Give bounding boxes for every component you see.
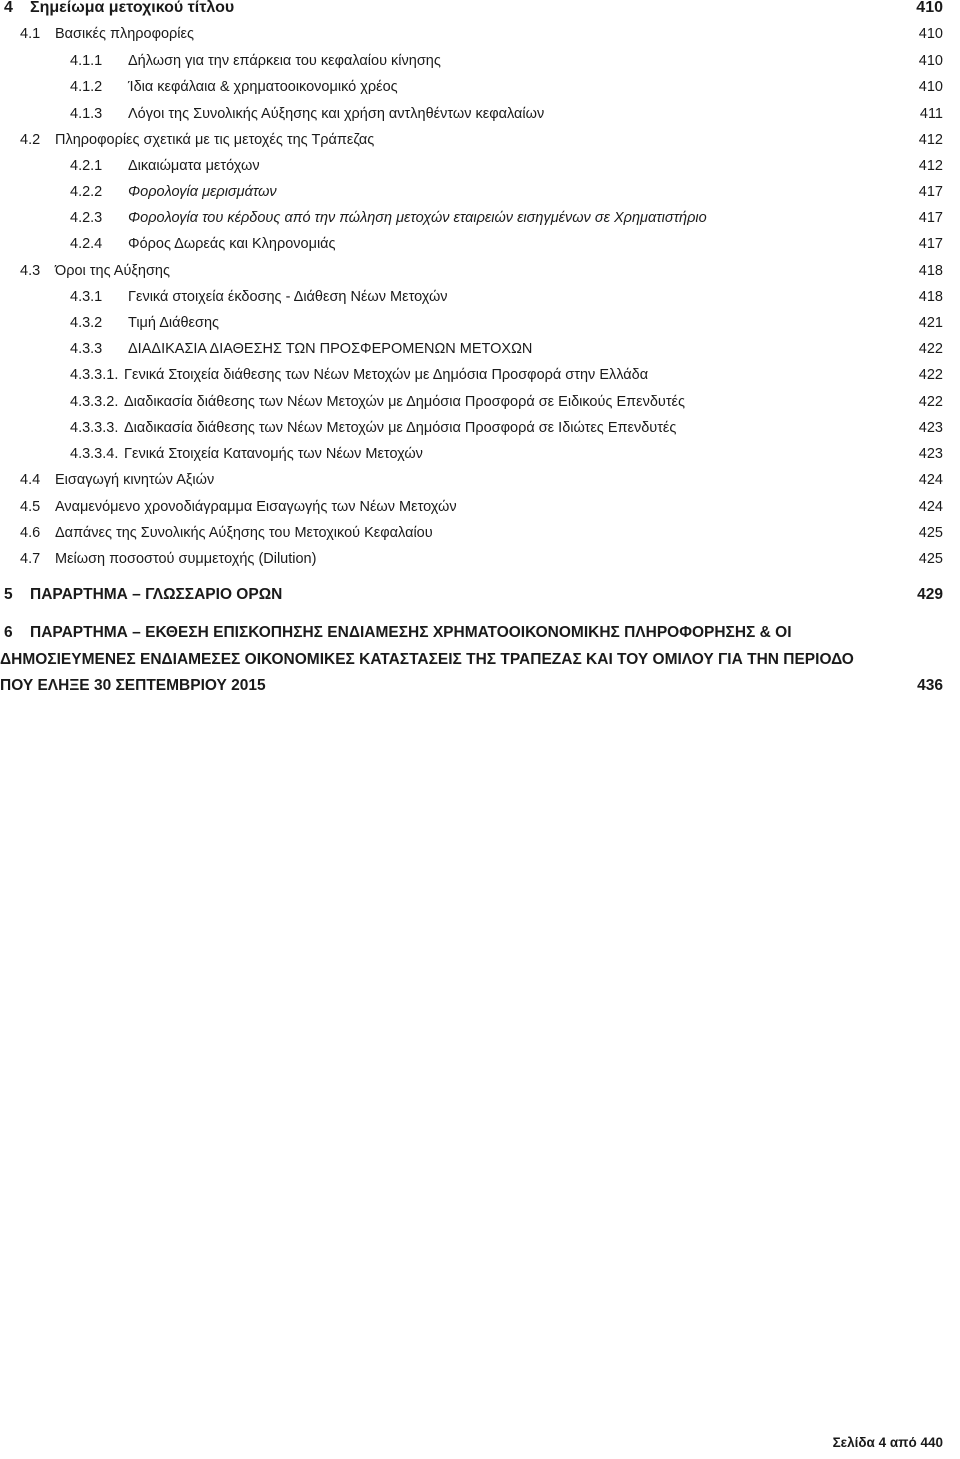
toc-entry-page: 424 bbox=[918, 499, 943, 515]
toc-entry-section-5[interactable] bbox=[0, 584, 960, 606]
toc-entry-page: 429 bbox=[917, 586, 943, 603]
toc-entry[interactable] bbox=[0, 443, 960, 465]
toc-entry[interactable] bbox=[0, 417, 960, 439]
toc-entry-page: 418 bbox=[918, 289, 943, 305]
toc-entry-title: ΠΑΡΑΡΤΗΜΑ – ΓΛΩΣΣΑΡΙΟ ΟΡΩΝ bbox=[30, 586, 283, 603]
toc-entry-title: ΔΙΑΔΙΚΑΣΙΑ ΔΙΑΘΕΣΗΣ ΤΩΝ ΠΡΟΣΦΕΡΟΜΕΝΩΝ ΜΕΤΟΧΩΝ bbox=[128, 341, 533, 357]
toc-entry-title: Εισαγωγή κινητών Αξιών bbox=[55, 472, 215, 488]
toc-entry[interactable] bbox=[0, 496, 960, 518]
toc-entry-page: 422 bbox=[918, 367, 943, 383]
toc-entry-page: 417 bbox=[918, 236, 943, 252]
toc-entry[interactable] bbox=[0, 76, 960, 98]
toc-entry[interactable] bbox=[0, 548, 960, 570]
toc-entry[interactable] bbox=[0, 103, 960, 125]
toc-entry-number: 4.3.3.1. bbox=[70, 367, 119, 383]
toc-entry-page: 418 bbox=[918, 263, 943, 279]
toc-entry-title: Γενικά Στοιχεία Κατανομής των Νέων Μετοχών bbox=[124, 446, 423, 462]
toc-entry-page: 425 bbox=[918, 525, 943, 541]
toc-entry-number: 4.1 bbox=[20, 26, 41, 42]
toc-entry-title: Δικαιώματα μετόχων bbox=[128, 158, 260, 174]
toc-entry-page: 410 bbox=[918, 26, 943, 42]
toc-entry-number: 4.3.3.4. bbox=[70, 446, 119, 462]
toc-entry-page: 423 bbox=[918, 446, 943, 462]
toc-entry-title: Δαπάνες της Συνολικής Αύξησης του Μετοχικού Κεφαλαίου bbox=[55, 525, 433, 541]
toc-entry-title: Φορολογία μερισμάτων bbox=[128, 184, 277, 200]
toc-entry[interactable] bbox=[0, 286, 960, 308]
toc-entry-title-line-2: ΔΗΜΟΣΙΕΥΜΕΝΕΣ ΕΝΔΙΑΜΕΣΕΣ ΟΙΚΟΝΟΜΙΚΕΣ ΚΑΤΑΣΤΑΣΕΙΣ ΤΗΣ ΤΡΑΠΕΖΑΣ ΚΑΙ ΤΟΥ ΟΜΙΛΟΥ ΓΙΑ ΤΗΝ ΠΕΡΙΟΔΟ bbox=[0, 651, 854, 668]
toc-entry-section-6[interactable] bbox=[0, 622, 960, 702]
toc-entry-title: Πληροφορίες σχετικά με τις μετοχές της Τράπεζας bbox=[55, 132, 375, 148]
toc-entry-page: 417 bbox=[918, 210, 943, 226]
toc-entry[interactable] bbox=[0, 391, 960, 413]
toc-entry-title: Δήλωση για την επάρκεια του κεφαλαίου κίνησης bbox=[128, 53, 441, 69]
toc-entry-page: 410 bbox=[918, 79, 943, 95]
toc-entry-number: 4.3.3.2. bbox=[70, 394, 119, 410]
toc-entry-page: 412 bbox=[918, 158, 943, 174]
toc-entry-number: 4.2.3 bbox=[70, 210, 103, 226]
toc-entry[interactable] bbox=[0, 364, 960, 386]
toc-entry-title: Τιμή Διάθεσης bbox=[128, 315, 220, 331]
toc-entry-page: 436 bbox=[917, 677, 943, 694]
page-footer: Σελίδα 4 από 440 bbox=[832, 1435, 943, 1450]
toc-entry[interactable] bbox=[0, 129, 960, 151]
toc-entry-page: 417 bbox=[918, 184, 943, 200]
toc-entry-number: 4.5 bbox=[20, 499, 41, 515]
toc-entry-page: 424 bbox=[918, 472, 943, 488]
toc-entry-page: 425 bbox=[918, 551, 943, 567]
toc-entry-page: 422 bbox=[918, 341, 943, 357]
toc-entry-number: 4.3.2 bbox=[70, 315, 103, 331]
toc-entry-title: Ίδια κεφάλαια & χρηματοοικονομικό χρέος bbox=[128, 79, 398, 95]
toc-entry-number: 4.6 bbox=[20, 525, 41, 541]
toc-entry-page: 421 bbox=[918, 315, 943, 331]
toc-entry-page: 410 bbox=[916, 0, 943, 16]
toc-entry-number: 5 bbox=[4, 586, 13, 603]
toc-entry-title: Φόρος Δωρεάς και Κληρονομιάς bbox=[128, 236, 336, 252]
toc-entry-title: Λόγοι της Συνολικής Αύξησης και χρήση αντληθέντων κεφαλαίων bbox=[128, 106, 545, 122]
toc-entry-number: 4.2.4 bbox=[70, 236, 103, 252]
toc-entry-number: 4.2.1 bbox=[70, 158, 103, 174]
toc-entry[interactable] bbox=[0, 0, 960, 19]
toc-entry-number: 6 bbox=[4, 624, 13, 641]
toc-entry-title: Όροι της Αύξησης bbox=[55, 263, 170, 279]
toc-entry[interactable] bbox=[0, 338, 960, 360]
toc-entry-number: 4.3.3 bbox=[70, 341, 103, 357]
toc-entry-number: 4.3 bbox=[20, 263, 41, 279]
toc-entry[interactable] bbox=[0, 469, 960, 491]
toc-entry-number: 4.1.2 bbox=[70, 79, 103, 95]
toc-entry-number: 4 bbox=[4, 0, 13, 16]
toc-entry-number: 4.7 bbox=[20, 551, 41, 567]
toc-entry-page: 422 bbox=[918, 394, 943, 410]
toc-entry[interactable] bbox=[0, 23, 960, 45]
toc-entry-page: 412 bbox=[918, 132, 943, 148]
toc-entry-title: Γενικά στοιχεία έκδοσης - Διάθεση Νέων Μετοχών bbox=[128, 289, 448, 305]
toc-entry-title: Διαδικασία διάθεσης των Νέων Μετοχών με Δημόσια Προσφορά σε Ιδιώτες Επενδυτές bbox=[124, 420, 677, 436]
toc-entry-page: 411 bbox=[919, 106, 943, 122]
toc-entry-title: Φορολογία του κέρδους από την πώληση μετοχών εταιρειών εισηγμένων σε Χρηματιστήριο bbox=[128, 210, 707, 226]
toc-entry-title-line-1: ΠΑΡΑΡΤΗΜΑ – ΕΚΘΕΣΗ ΕΠΙΣΚΟΠΗΣΗΣ ΕΝΔΙΑΜΕΣΗΣ ΧΡΗΜΑΤΟΟΙΚΟΝΟΜΙΚΗΣ ΠΛΗΡΟΦΟΡΗΣΗΣ & ΟΙ bbox=[30, 624, 792, 641]
toc-entry-number: 4.4 bbox=[20, 472, 41, 488]
toc-entry-title: Μείωση ποσοστού συμμετοχής (Dilution) bbox=[55, 551, 317, 567]
toc-entry[interactable] bbox=[0, 207, 960, 229]
toc-entry[interactable] bbox=[0, 155, 960, 177]
toc-entry-title: Γενικά Στοιχεία διάθεσης των Νέων Μετοχών με Δημόσια Προσφορά στην Ελλάδα bbox=[124, 367, 649, 383]
toc-entry-number: 4.2.2 bbox=[70, 184, 103, 200]
toc-entry[interactable] bbox=[0, 50, 960, 72]
toc-entry-number: 4.2 bbox=[20, 132, 41, 148]
toc-entry-number: 4.1.1 bbox=[70, 53, 103, 69]
toc-entry-number: 4.1.3 bbox=[70, 106, 103, 122]
toc-entry[interactable] bbox=[0, 181, 960, 203]
toc-entry[interactable] bbox=[0, 233, 960, 255]
toc-entry[interactable] bbox=[0, 312, 960, 334]
toc-entry-page: 423 bbox=[918, 420, 943, 436]
toc-entry-number: 4.3.3.3. bbox=[70, 420, 119, 436]
toc-entry-title-line-3: ΠΟΥ ΕΛΗΞΕ 30 ΣΕΠΤΕΜΒΡΙΟΥ 2015 bbox=[0, 677, 266, 694]
toc-entry-number: 4.3.1 bbox=[70, 289, 103, 305]
toc-entry[interactable] bbox=[0, 260, 960, 282]
toc-entry-title: Σημείωμα μετοχικού τίτλου bbox=[30, 0, 235, 16]
toc-entry-title: Αναμενόμενο χρονοδιάγραμμα Εισαγωγής των Νέων Μετοχών bbox=[55, 499, 457, 515]
toc-entry-title: Βασικές πληροφορίες bbox=[55, 26, 194, 42]
toc-entry-page: 410 bbox=[918, 53, 943, 69]
toc-entry[interactable] bbox=[0, 522, 960, 544]
toc-entry-title: Διαδικασία διάθεσης των Νέων Μετοχών με Δημόσια Προσφορά σε Ειδικούς Επενδυτές bbox=[124, 394, 686, 410]
